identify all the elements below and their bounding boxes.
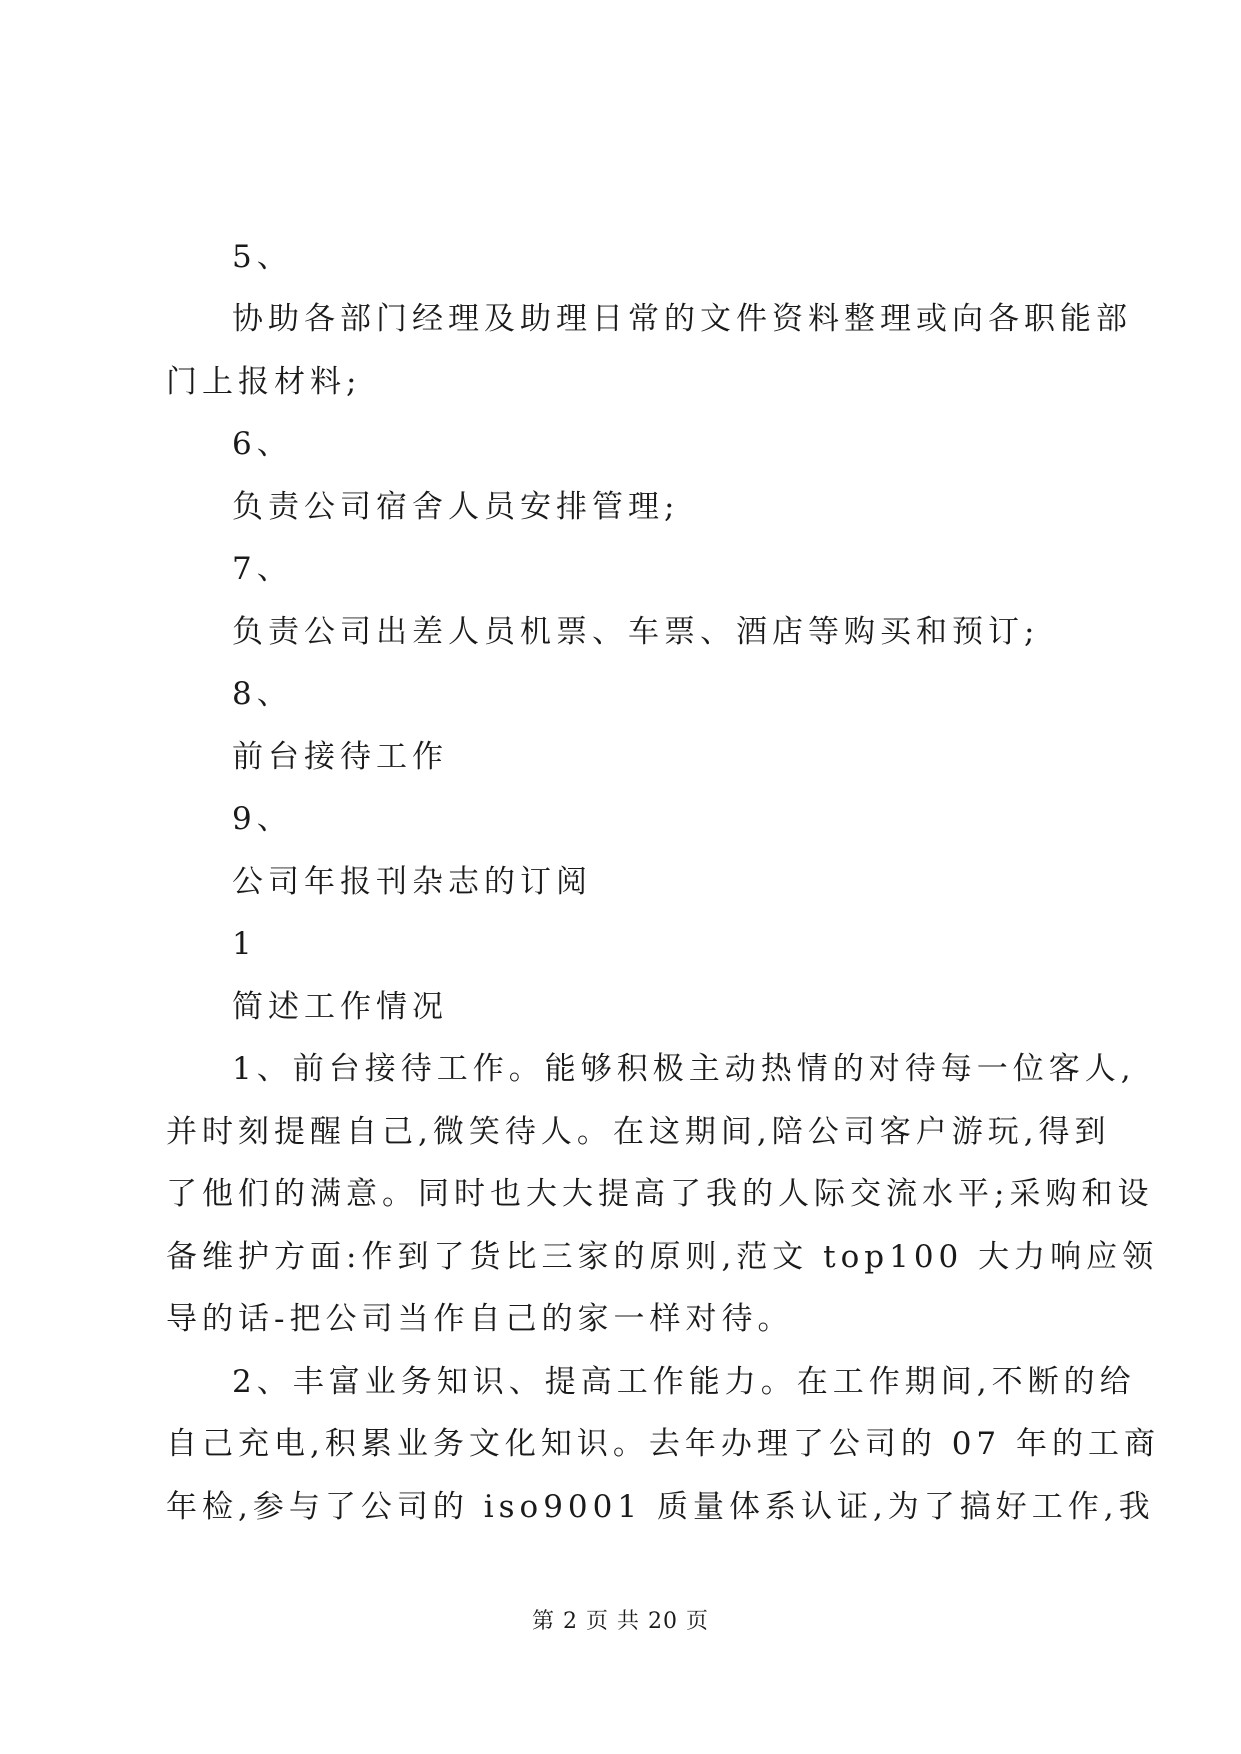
text-line: 9、 <box>232 801 293 837</box>
text-line: 5、 <box>232 239 293 275</box>
text-line: 自己充电,积累业务文化知识。去年办理了公司的 07 年的工商 <box>166 1426 1161 1462</box>
text-line: 负责公司宿舍人员安排管理; <box>232 489 680 525</box>
text-line: 门上报材料; <box>166 364 362 400</box>
text-line: 负责公司出差人员机票、车票、酒店等购买和预订; <box>232 614 1040 650</box>
section-heading: 简述工作情况 <box>232 989 448 1025</box>
text-line: 8、 <box>232 676 293 712</box>
text-line: 1 <box>232 926 257 962</box>
text-line: 协助各部门经理及助理日常的文件资料整理或向各职能部 <box>232 301 1132 337</box>
text-line: 并时刻提醒自己,微笑待人。在这期间,陪公司客户游玩,得到 <box>166 1114 1111 1150</box>
text-line: 2、丰富业务知识、提高工作能力。在工作期间,不断的给 <box>232 1364 1136 1400</box>
page-number-footer: 第 2 页 共 20 页 <box>532 1609 709 1634</box>
text-line: 6、 <box>232 426 293 462</box>
text-line: 1、前台接待工作。能够积极主动热情的对待每一位客人, <box>232 1051 1136 1087</box>
text-line: 备维护方面:作到了货比三家的原则,范文 top100 大力响应领 <box>166 1239 1159 1275</box>
text-line: 7、 <box>232 551 293 587</box>
text-line: 了他们的满意。同时也大大提高了我的人际交流水平;采购和设 <box>166 1176 1154 1212</box>
text-line: 年检,参与了公司的 iso9001 质量体系认证,为了搞好工作,我 <box>166 1489 1155 1525</box>
text-line: 公司年报刊杂志的订阅 <box>232 864 592 900</box>
text-line: 导的话-把公司当作自己的家一样对待。 <box>166 1301 794 1337</box>
text-line: 前台接待工作 <box>232 739 448 775</box>
